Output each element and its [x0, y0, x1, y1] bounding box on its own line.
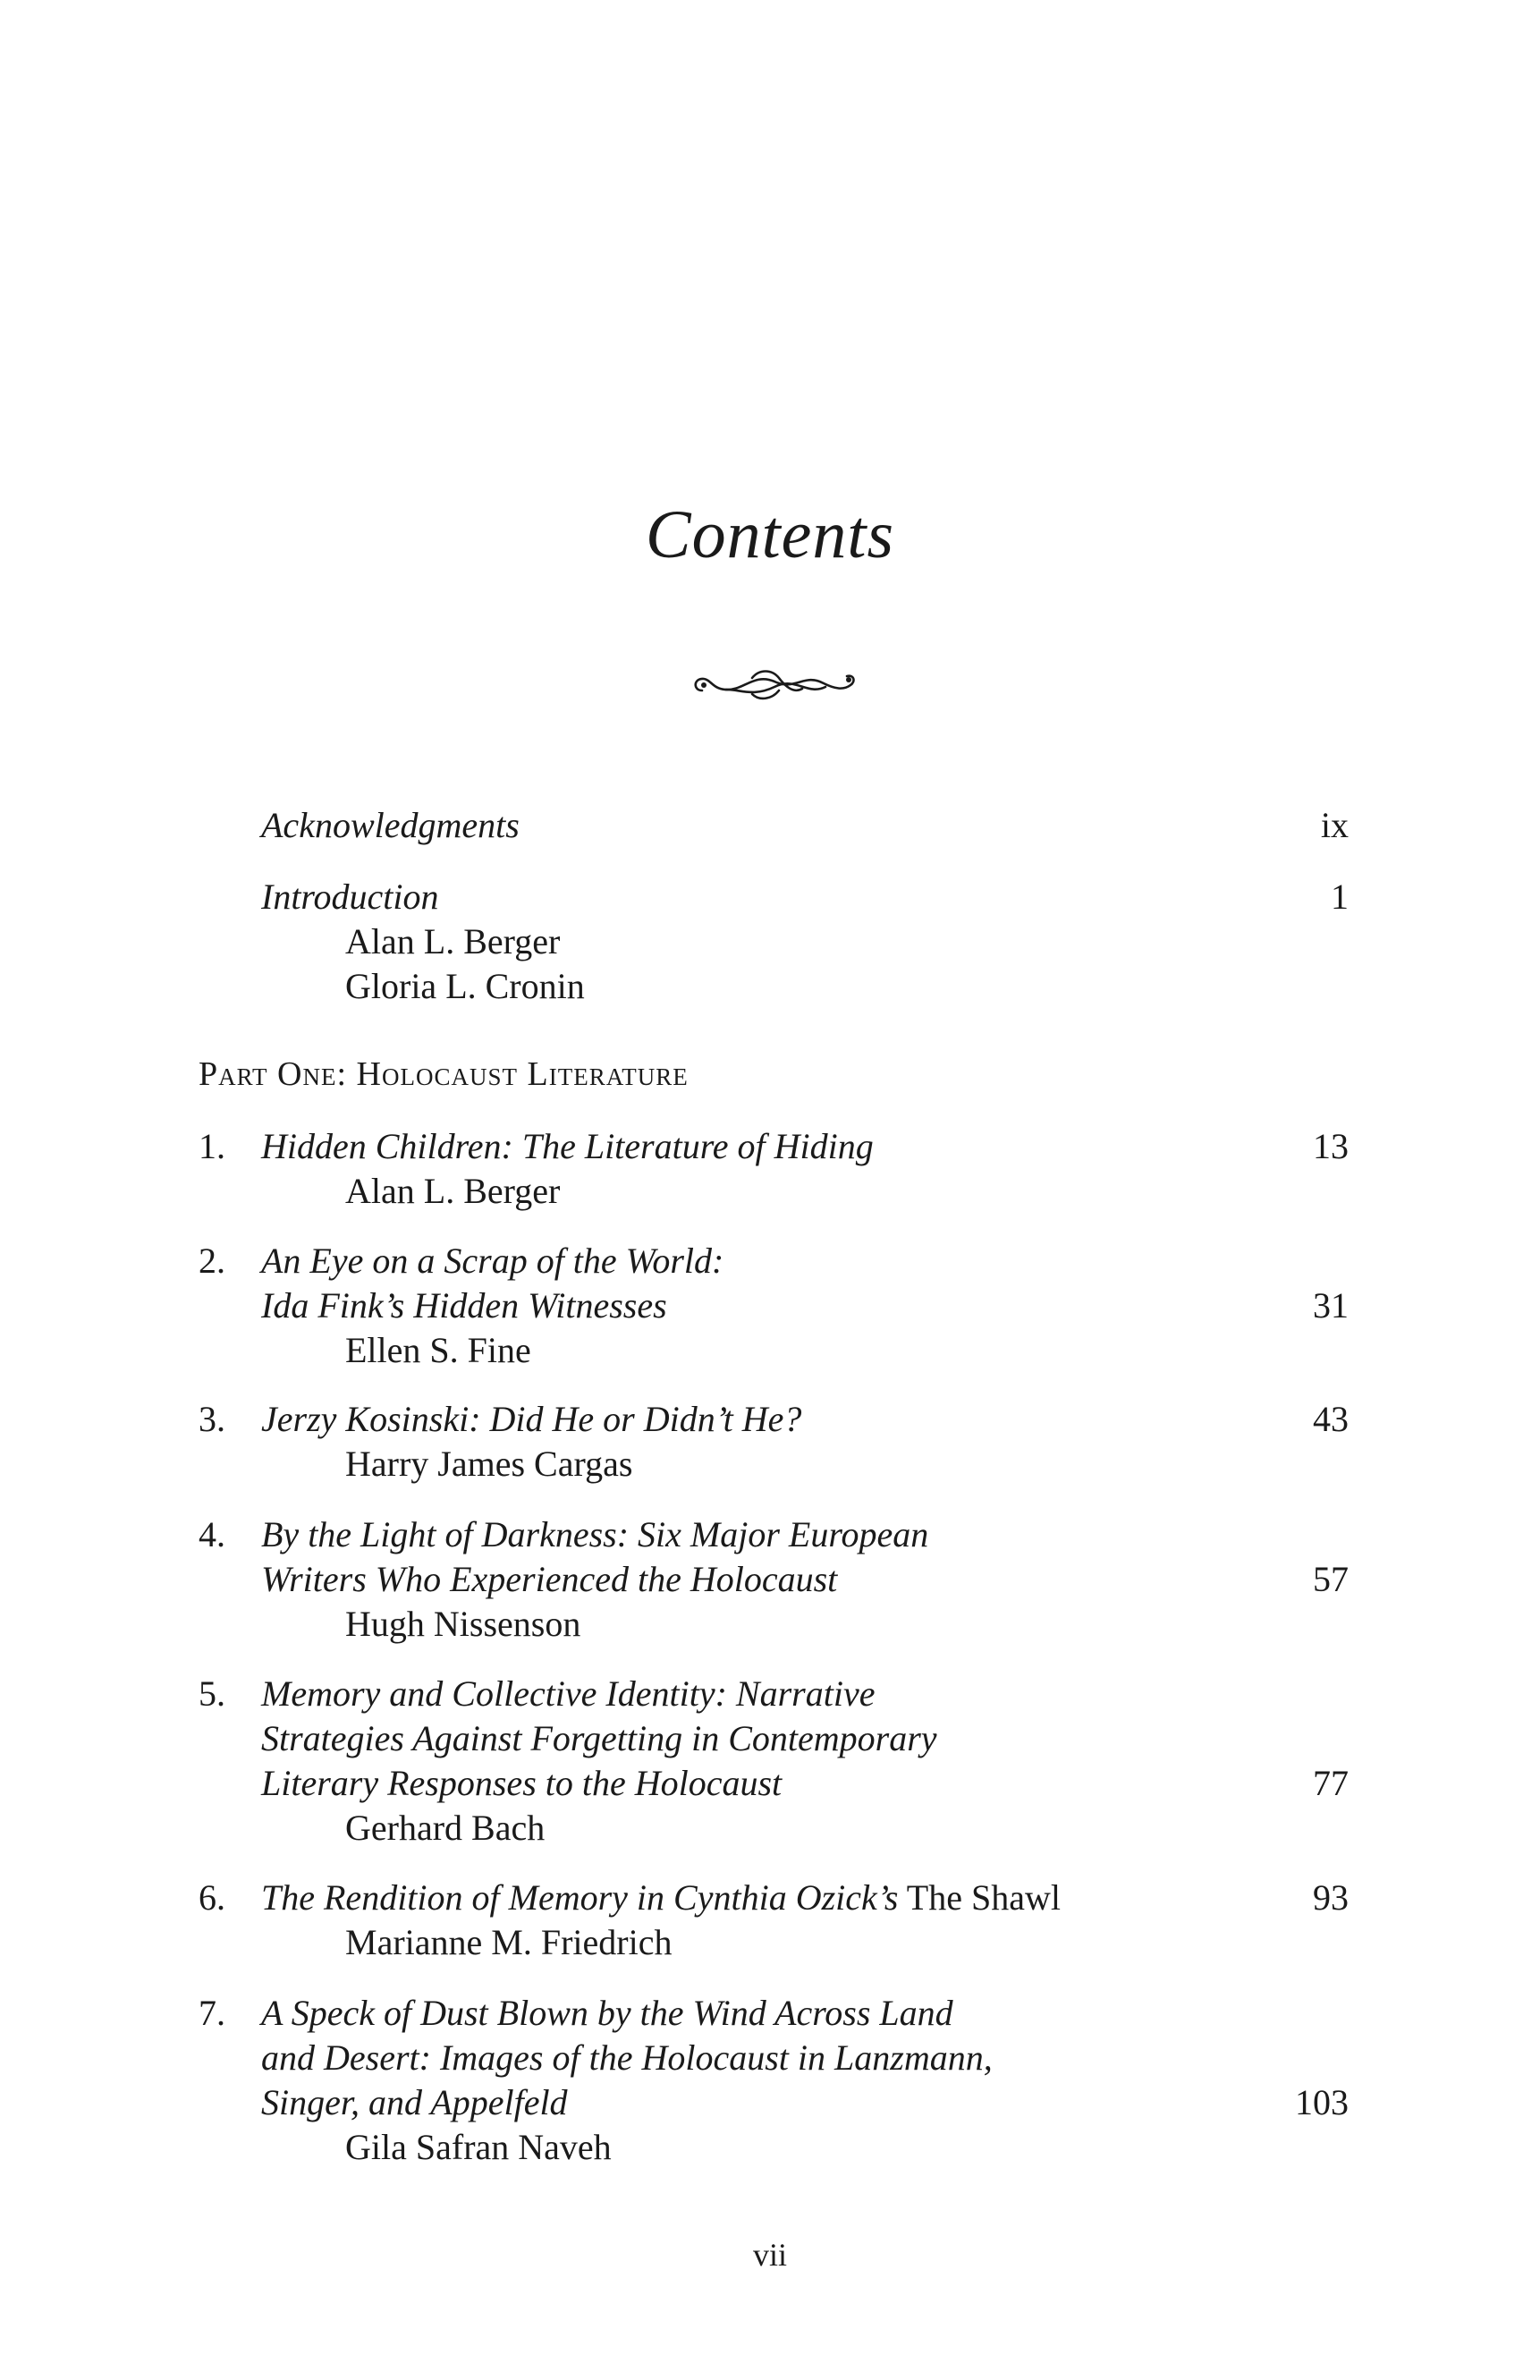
chapter-title: Ida Fink’s Hidden Witnesses [261, 1285, 667, 1326]
entry-author: Gila Safran Naveh [345, 2127, 612, 2167]
entry-author: Alan L. Berger [345, 1171, 561, 1211]
toc-entry-introduction[interactable] [0, 875, 1540, 1009]
toc-entry-chapter-6[interactable] [0, 1876, 1540, 1965]
toc-entry-chapter-2[interactable] [0, 1239, 1540, 1373]
toc-entry-acknowledgments[interactable] [0, 803, 1540, 848]
chapter-title: Literary Responses to the Holocaust [261, 1763, 783, 1803]
chapter-number: 4. [199, 1514, 225, 1554]
page-title: Contents [645, 497, 895, 572]
entry-author: Gloria L. Cronin [345, 966, 585, 1006]
chapter-title: An Eye on a Scrap of the World: [261, 1241, 724, 1281]
chapter-title: Jerzy Kosinski: Did He or Didn’t He? [261, 1399, 802, 1439]
flourish-ornament-icon [690, 664, 859, 707]
entry-page-number: 13 [1313, 1126, 1349, 1166]
toc-entry-chapter-4[interactable] [0, 1512, 1540, 1647]
chapter-number: 3. [199, 1399, 225, 1439]
entry-page-number: 103 [1295, 2082, 1349, 2122]
chapter-title: Strategies Against Forgetting in Contemporary [261, 1718, 937, 1758]
chapter-title: Writers Who Experienced the Holocaust [261, 1559, 838, 1599]
entry-page-number: 57 [1313, 1559, 1349, 1599]
toc-entry-chapter-7[interactable] [0, 1991, 1540, 2170]
chapter-title: A Speck of Dust Blown by the Wind Across Land [261, 1993, 953, 2033]
entry-page-number: 77 [1313, 1763, 1349, 1803]
book-title-roman: The Shawl [898, 1877, 1061, 1918]
entry-author: Marianne M. Friedrich [345, 1922, 673, 1962]
entry-author: Ellen S. Fine [345, 1330, 531, 1370]
entry-page-number: ix [1320, 805, 1349, 845]
entry-page-number: 1 [1331, 877, 1349, 917]
chapter-title: Singer, and Appelfeld [261, 2082, 568, 2122]
entry-title: Introduction [261, 877, 439, 917]
toc-entry-chapter-5[interactable] [0, 1672, 1540, 1851]
entry-page-number: 93 [1313, 1877, 1349, 1918]
chapter-number: 5. [199, 1673, 225, 1714]
entry-title: Acknowledgments [261, 805, 520, 845]
page-number-folio: vii [752, 2237, 787, 2273]
chapter-number: 6. [199, 1877, 225, 1918]
part-heading [0, 1052, 1540, 1097]
chapter-number: 7. [199, 1993, 225, 2033]
entry-page-number: 43 [1313, 1399, 1349, 1439]
chapter-title: Hidden Children: The Literature of Hiding [261, 1126, 874, 1166]
entry-page-number: 31 [1313, 1285, 1349, 1326]
chapter-title: Memory and Collective Identity: Narrative [261, 1673, 876, 1714]
chapter-title: By the Light of Darkness: Six Major European [261, 1514, 929, 1554]
chapter-title: The Rendition of Memory in Cynthia Ozick’s The Shawl [261, 1877, 1061, 1918]
entry-author: Gerhard Bach [345, 1808, 546, 1848]
toc-entry-chapter-1[interactable] [0, 1124, 1540, 1214]
entry-author: Alan L. Berger [345, 921, 561, 961]
chapter-number: 2. [199, 1241, 225, 1281]
toc-entry-chapter-3[interactable] [0, 1397, 1540, 1486]
chapter-number: 1. [199, 1126, 225, 1166]
part-label: PART ONE: HOLOCAUST LITERATURE [199, 1055, 689, 1093]
chapter-title: and Desert: Images of the Holocaust in Lanzmann, [261, 2037, 993, 2078]
entry-author: Harry James Cargas [345, 1444, 633, 1484]
entry-author: Hugh Nissenson [345, 1604, 581, 1644]
